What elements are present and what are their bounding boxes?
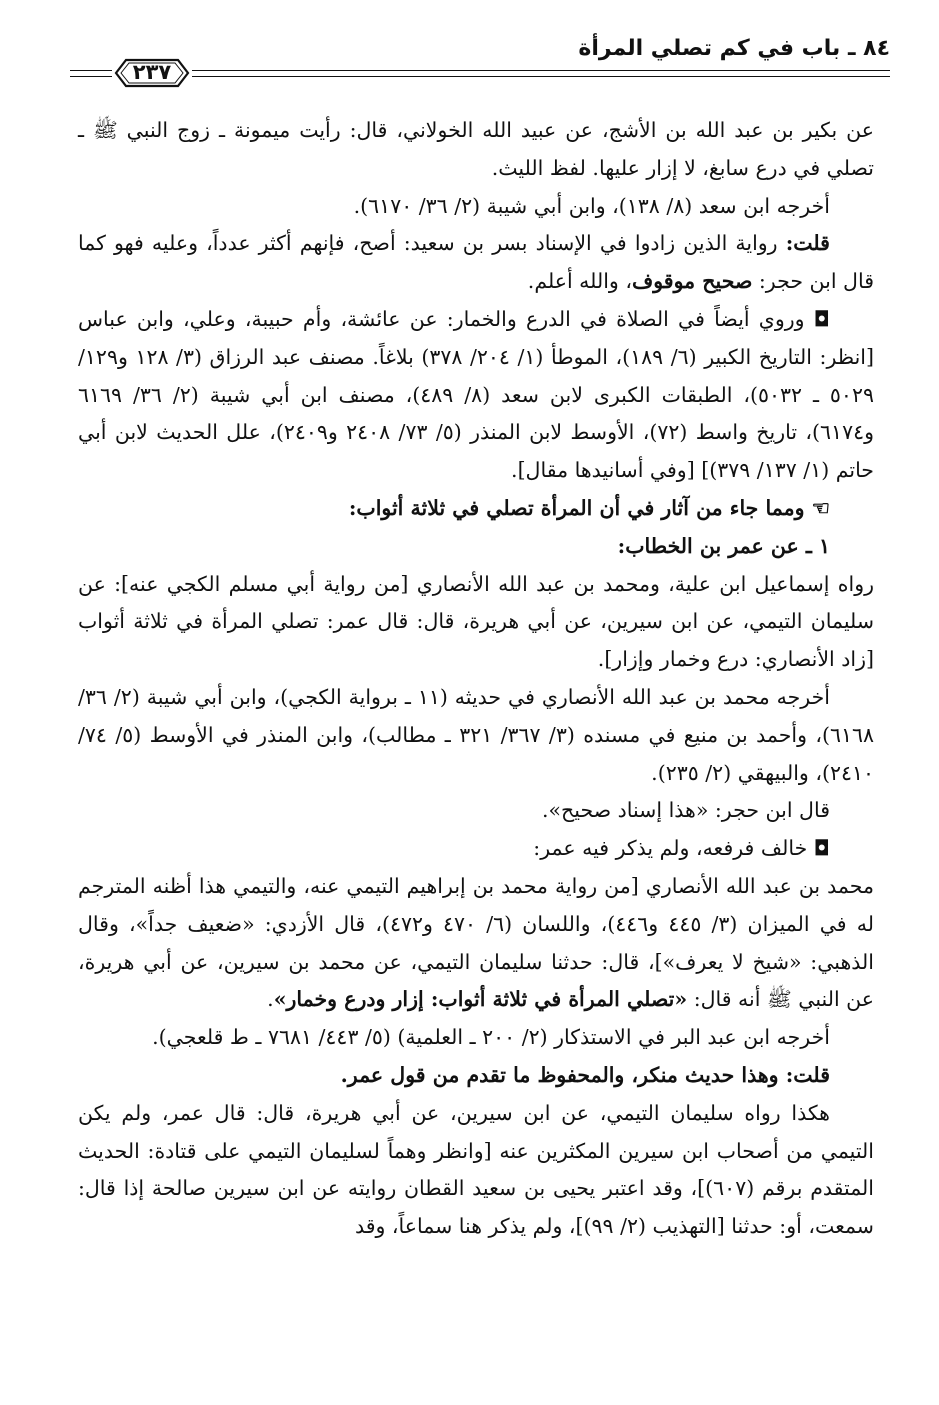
header-rule xyxy=(192,70,890,71)
paragraph: قلت: رواية الذين زادوا في الإسناد بسر بن سعيد: أصح، فإنهم أكثر عدداً، وعليه فهو كما قال ابن حجر: صحيح موقوف، والله أعلم. xyxy=(78,231,874,294)
header-rule xyxy=(70,76,112,77)
paragraph: ◘ وروي أيضاً في الصلاة في الدرع والخمار: عن عائشة، وأم حبيبة، وعلي، وابن عباس [انظر: التاريخ الكبير (٦/ ١٨٩)، الموطأ (١/ ٢٠٤/ ٣٧٨) بلاغاً. مصنف عبد الرزاق (٣/ ١٢٨ و١٢٩/ ٥٠٢٩ ـ ٥٠٣٢)، الطبقات الكبرى لابن سعد (٨/ ٤٨٩)، مصنف ابن أبي شيبة (٢/ ٣٦/ ٦١٦٩ و٦١٧٤)، تاريخ واسط (٧٢)، الأوسط لابن المنذر (٥/ ٧٣/ ٢٤٠٨ و٢٤٠٩)، علل الحديث لابن أبي حاتم (١/ ١٣٧/ ٣٧٩)] [وفي أسانيدها مقال]. xyxy=(78,306,874,483)
paragraph: ◘ خالف فرفعه، ولم يذكر فيه عمر: xyxy=(533,836,830,861)
header-rule xyxy=(70,70,112,71)
section-heading: قلت: وهذا حديث منكر، والمحفوظ ما تقدم من قول عمر. xyxy=(340,1062,830,1087)
paragraph: قال ابن حجر: «هذا إسناد صحيح». xyxy=(541,798,830,823)
header-rule xyxy=(192,76,890,77)
paragraph: أخرجه محمد بن عبد الله الأنصاري في حديثه (١١ ـ برواية الكجي)، وابن أبي شيبة (٢/ ٣٦/ ٦١٦٨)، وأحمد بن منيع في مسنده (٣/ ٣٦٧/ ٣٢١ ـ مطالب)، وابن المنذر في الأوسط (٥/ ٧٤/ ٢٤١٠)، والبيهقي (٢/ ٢٣٥). xyxy=(78,684,874,785)
page-number: ٢٣٧ xyxy=(132,60,172,84)
paragraph: محمد بن عبد الله الأنصاري [من رواية محمد بن إبراهيم التيمي عنه، والتيمي هذا أظنه المترجم له في الميزان (٣/ ٤٤٥ و٤٤٦)، واللسان (٦/ ٤٧٠ و٤٧٢)، قال الأزدي: «ضعيف جداً»، وقال الذهبي: «شيخ لا يعرف»]، قال: حدثنا سليمان التيمي، عن محمد بن سيرين، عن أبي هريرة، عن النبي ﷺ أنه قال: «تصلي المرأة في ثلاثة أثواب: إزار ودرع وخمار». xyxy=(78,873,874,1012)
section-heading: ☜ ومما جاء من آثار في أن المرأة تصلي في ثلاثة أثواب: xyxy=(348,495,830,520)
page-header xyxy=(70,36,890,98)
paragraph: رواه إسماعيل ابن علية، ومحمد بن عبد الله الأنصاري [من رواية أبي مسلم الكجي عنه]: عن سليمان التيمي، عن ابن سيرين، عن أبي هريرة، قال: قال عمر: تصلي المرأة في ثلاثة أثواب [زاد الأنصاري: درع وخمار وإزار]. xyxy=(78,571,874,672)
paragraph: أخرجه ابن عبد البر في الاستذكار (٢/ ٢٠٠ ـ العلمية) (٥/ ٤٤٣/ ٧٦٨١ ـ ط قلعجي). xyxy=(152,1025,830,1050)
paragraph: أخرجه ابن سعد (٨/ ١٣٨)، وابن أبي شيبة (٢/ ٣٦/ ٦١٧٠). xyxy=(353,193,830,218)
paragraph: عن بكير بن عبد الله بن الأشج، عن عبيد الله الخولاني، قال: رأيت ميمونة ـ زوج النبي ﷺ ـ تصلي في درع سابغ، لا إزار عليها. لفظ الليث. xyxy=(78,118,874,180)
page-number-badge xyxy=(114,56,190,90)
page-body xyxy=(78,112,874,1246)
section-heading: ١ ـ عن عمر بن الخطاب: xyxy=(617,533,830,558)
chapter-title: ٨٤ ـ باب في كم تصلي المرأة xyxy=(578,36,890,61)
paragraph: هكذا رواه سليمان التيمي، عن ابن سيرين، عن أبي هريرة، قال: قال عمر، ولم يكن التيمي من أصحاب ابن سيرين المكثرين عنه [وانظر وهماً لسليمان التيمي على قتادة: الحديث المتقدم برقم (٦٠٧)]، وقد اعتبر يحيى بن سعيد القطان روايته عن ابن سيرين صالحة إذا قال: سمعت، أو: حدثنا [التهذيب (٢/ ٩٩)]، ولم يذكر هنا سماعاً، وقد xyxy=(78,1100,874,1239)
